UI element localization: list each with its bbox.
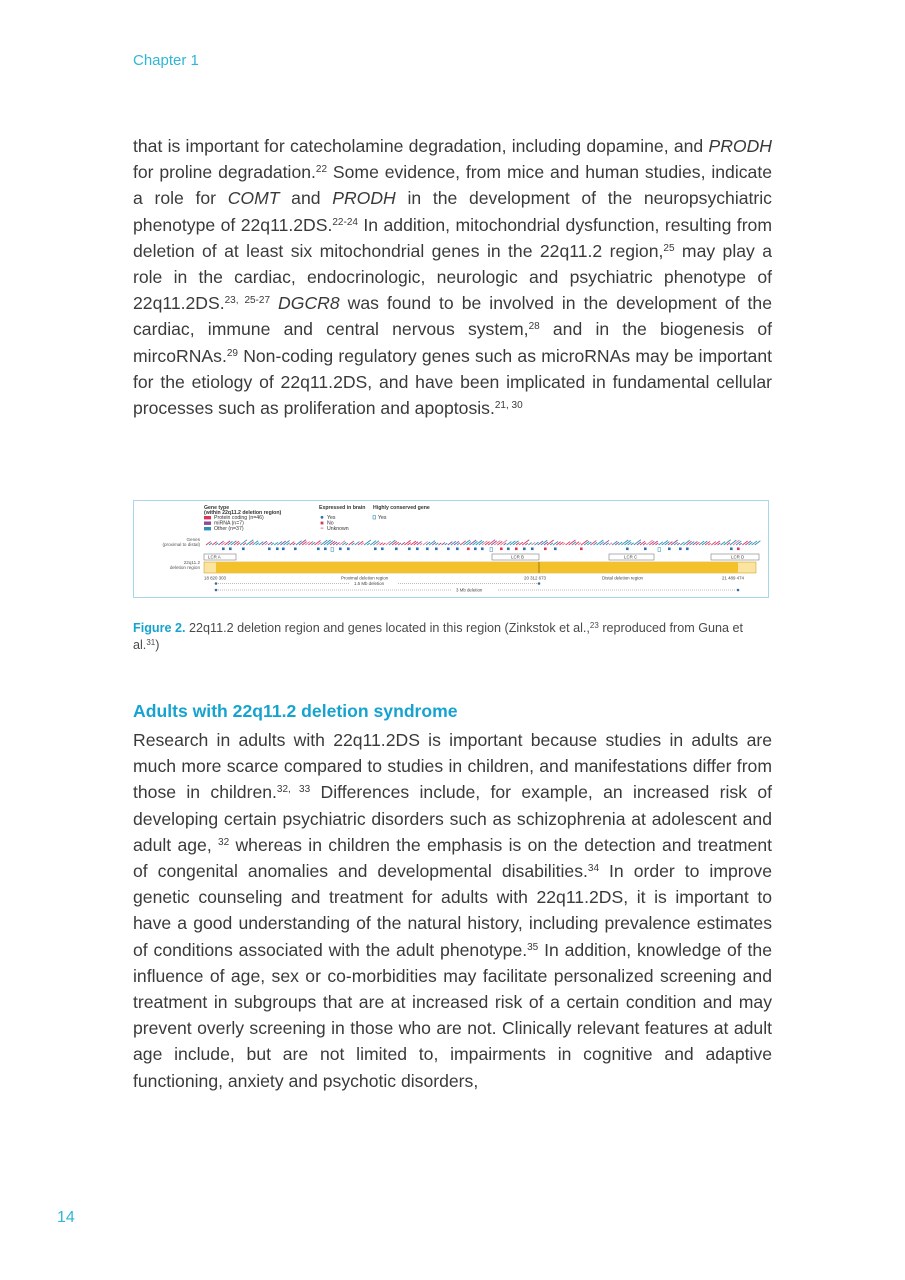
caption-text-3: ) xyxy=(155,638,160,652)
row-label-deletion-sub: deletion region xyxy=(169,565,200,570)
text-run: and xyxy=(279,188,333,209)
gene-label-stroke xyxy=(389,540,395,545)
gene-label-stroke xyxy=(361,543,364,545)
text-run: whereas in children the emphasis is on the detection and treatment of congenital anomalies and developmental disabilities. xyxy=(133,834,772,882)
gene-marker xyxy=(730,548,733,551)
citation-ref: 29 xyxy=(226,347,238,359)
text-run: In addition, knowledge of the influence of age, sex or co-morbidities may facilitate personalized screening and treatment in subgroups that are at increased risk of a certain condition and may prevent overly screening in those who are not. Clinically relevant features at adult age include, but are not limited to, impairments in cognitive and adaptive functioning, anxiety and psychotic disorders, xyxy=(133,939,772,1091)
gene-label-stroke xyxy=(271,543,274,545)
gene-marker xyxy=(515,548,518,551)
gene-marker xyxy=(447,548,450,551)
deletion-3mb-label: 3 Mb deletion xyxy=(456,587,483,593)
gene-label-stroke xyxy=(501,540,508,545)
gene-label-stroke xyxy=(646,540,652,545)
gene-marker xyxy=(331,548,334,552)
gene-marker xyxy=(242,548,245,551)
gene-marker xyxy=(481,548,484,551)
body-paragraph-2 xyxy=(133,727,772,1094)
gene-marker xyxy=(658,548,661,552)
gene-label-stroke xyxy=(677,543,680,545)
gene-label-stroke xyxy=(367,543,370,545)
gene-label-stroke xyxy=(370,541,376,545)
gene-label-stroke xyxy=(315,541,321,545)
gene-label-stroke xyxy=(439,543,442,545)
text-run: Some evidence, from mice and human studies, indicate a role for xyxy=(133,162,772,209)
gene-label-stroke xyxy=(364,540,371,545)
legend-dot-expressed-unknown xyxy=(321,527,324,529)
gene-marker xyxy=(294,548,297,551)
gene-label-stroke xyxy=(284,540,290,545)
gene-label-stroke xyxy=(581,540,587,545)
gene-marker xyxy=(737,548,740,551)
gene-marker xyxy=(490,548,493,552)
text-run: that is important for catecholamine degradation, including dopamine, and xyxy=(133,136,709,156)
deletion-3mb-start xyxy=(215,589,218,592)
gene-name: COMT xyxy=(227,188,280,209)
legend-label-conserved-yes: Yes xyxy=(378,515,387,522)
lcr-d-label: LCR D xyxy=(731,554,745,560)
gene-label-stroke xyxy=(265,543,268,545)
gene-marker xyxy=(544,548,547,551)
gene-marker xyxy=(282,548,285,551)
citation-ref: 35 xyxy=(527,941,539,953)
gene-label-stroke xyxy=(237,543,240,545)
gene-label-stroke xyxy=(460,541,466,545)
gene-label-stroke xyxy=(718,543,721,545)
text-run: for proline degradation. xyxy=(133,162,316,183)
gene-marker xyxy=(474,548,477,551)
gene-name-labels xyxy=(206,540,760,545)
gene-label-stroke xyxy=(733,540,739,545)
body-paragraph-1 xyxy=(133,133,772,421)
gene-marker xyxy=(679,548,682,551)
citation-ref: 28 xyxy=(528,321,540,333)
row-label-genes: Genes xyxy=(186,537,200,542)
lcr-a-label: LCR A xyxy=(208,554,221,560)
distal-region-label: Distal deletion region xyxy=(602,575,644,581)
legend-dot-expressed-yes xyxy=(321,516,324,519)
gene-label-stroke xyxy=(504,543,507,545)
legend-dot-expressed-no xyxy=(321,522,324,525)
gene-marker xyxy=(644,548,647,551)
gene-label-stroke xyxy=(442,543,445,545)
gene-marker xyxy=(229,548,232,551)
text-run: In order to improve genetic counseling and treatment for adults with 22q11.2DS, it is important to have a good understanding of the natural history, including prevalence estimates of conditions associated with the adult phenotype. xyxy=(133,861,772,960)
gene-marker xyxy=(381,548,384,551)
legend-label-expressed-unknown: Unknown xyxy=(327,526,349,533)
legend-label-mirna: miRNA (n=7) xyxy=(214,520,244,527)
gene-label-stroke xyxy=(398,543,401,545)
gene-label-stroke xyxy=(730,540,736,545)
gene-marker xyxy=(686,548,689,551)
gene-label-stroke xyxy=(547,540,554,545)
citation-ref: 25 xyxy=(663,242,675,254)
gene-label-stroke xyxy=(256,543,259,545)
figure-caption xyxy=(133,620,772,654)
gene-marker xyxy=(580,548,583,551)
gene-label-stroke xyxy=(683,540,689,545)
gene-label-stroke xyxy=(625,540,631,545)
gene-expression-markers xyxy=(222,548,740,552)
legend-label-other: Other (n=37) xyxy=(214,526,244,533)
caption-ref-2: 31 xyxy=(146,638,156,647)
gene-marker xyxy=(531,548,534,551)
gene-label-stroke xyxy=(510,541,516,545)
gene-label-stroke xyxy=(578,543,581,545)
citation-ref: 22 xyxy=(315,164,328,176)
gene-marker xyxy=(554,548,557,551)
gene-marker xyxy=(222,548,225,551)
gene-label-stroke xyxy=(470,540,477,545)
gene-label-stroke xyxy=(525,543,528,545)
gene-marker xyxy=(339,548,342,551)
gene-label-stroke xyxy=(606,543,609,545)
gene-marker xyxy=(426,548,429,551)
section-heading: Adults with 22q11.2 deletion syndrome xyxy=(133,701,458,721)
figure-2-diagram xyxy=(133,500,769,598)
text-run: in the development of the neuropsychiatric phenotype of 22q11.2DS. xyxy=(133,188,772,235)
gene-label-stroke xyxy=(739,543,741,545)
coordinate-mid: 20 312 673 xyxy=(524,575,546,581)
text-run: Non-coding regulatory genes such as microRNAs may be important for the etiology of 22q11.2DS, and have been implicated in fundamental cellular processes such as proliferation and apoptosis. xyxy=(133,345,772,419)
citation-ref: 34 xyxy=(587,863,600,875)
caption-ref-1: 23 xyxy=(589,621,599,630)
gene-label-stroke xyxy=(541,540,547,545)
deletion-1-5mb-end xyxy=(538,582,541,585)
gene-label-stroke xyxy=(563,543,566,545)
deletion-1-5mb-label: 1.5 Mb deletion xyxy=(354,581,385,586)
gene-label-stroke xyxy=(662,540,668,545)
gene-label-stroke xyxy=(293,543,296,545)
gene-label-stroke xyxy=(590,541,596,545)
legend-gene-type-subtitle: (within 22q11.2 deletion region) xyxy=(204,510,282,516)
citation-ref: 32, 33 xyxy=(276,784,311,796)
gene-label-stroke xyxy=(476,540,482,545)
legend-swatch-other xyxy=(204,527,211,530)
gene-label-stroke xyxy=(327,541,333,545)
legend-swatch-protein-coding xyxy=(204,516,211,519)
legend-expressed-title: Expressed in brain xyxy=(319,505,366,511)
gene-label-stroke xyxy=(380,543,383,545)
gene-label-stroke xyxy=(420,543,422,545)
gene-label-stroke xyxy=(727,543,730,545)
legend-label-expressed-no: No xyxy=(327,520,334,527)
gene-marker xyxy=(668,548,671,551)
gene-label-stroke xyxy=(346,543,348,545)
caption-text-2: reproduced from Guna et al. xyxy=(133,621,744,652)
coordinate-start: 18 820 303 xyxy=(204,575,226,581)
text-run: In addition, mitochondrial dysfunction, resulting from deletion of at least six mitochondrial genes in the 22q11.2 region, xyxy=(133,214,772,261)
legend-conserved-title: Highly conserved gene xyxy=(373,505,430,511)
gene-label-stroke xyxy=(215,543,218,545)
text-run: and in the biogenesis of mircoRNAs. xyxy=(133,319,772,366)
gene-label-stroke xyxy=(435,543,438,545)
gene-label-stroke xyxy=(209,543,212,545)
gene-name: PRODH xyxy=(332,188,396,209)
gene-label-stroke xyxy=(603,540,609,545)
gene-label-stroke xyxy=(373,541,379,545)
gene-label-stroke xyxy=(491,541,497,545)
citation-ref: 22-24 xyxy=(332,216,358,228)
caption-text-1: 22q11.2 deletion region and genes located in this region (Zinkstok et al., xyxy=(185,621,590,635)
gene-label-stroke xyxy=(321,540,328,545)
legend-swatch-mirna xyxy=(204,522,211,525)
proximal-region-label: Proximal deletion region xyxy=(341,575,389,581)
gene-label-stroke xyxy=(404,540,410,545)
page-number: 14 xyxy=(57,1209,75,1226)
citation-ref: 21, 30 xyxy=(494,400,523,412)
legend-label-protein-coding: Protein coding (n=46) xyxy=(214,515,264,522)
gene-label-stroke xyxy=(528,543,531,545)
gene-label-stroke xyxy=(429,541,435,545)
gene-label-stroke xyxy=(597,540,604,545)
gene-label-stroke xyxy=(656,543,659,545)
citation-ref: 32 xyxy=(218,836,230,848)
gene-marker xyxy=(467,548,470,551)
gene-marker xyxy=(317,548,320,551)
gene-label-stroke xyxy=(550,543,553,545)
gene-label-stroke xyxy=(243,543,246,545)
gene-label-stroke xyxy=(708,543,710,545)
gene-marker xyxy=(456,548,459,551)
legend-label-expressed-yes: Yes xyxy=(327,515,336,522)
gene-label-stroke xyxy=(643,543,646,545)
gene-marker xyxy=(408,548,411,551)
text-run: Differences include, for example, an increased risk of developing certain psychiatric disorders such as schizophrenia at adolescent and adult age, xyxy=(133,782,772,855)
gene-marker xyxy=(435,548,438,551)
row-label-genes-sub: (proximal to distal) xyxy=(162,542,200,547)
gene-label-stroke xyxy=(494,540,500,545)
lcr-c-label: LCR C xyxy=(624,554,638,560)
gene-marker xyxy=(276,548,279,551)
gene-marker xyxy=(416,548,419,551)
legend-conserved-icon xyxy=(373,516,376,519)
text-run xyxy=(270,293,278,313)
gene-marker xyxy=(268,548,271,551)
gene-label-stroke xyxy=(408,543,411,545)
gene-label-stroke xyxy=(253,541,259,545)
deletion-3mb-end xyxy=(737,589,740,592)
figure-label: Figure 2. xyxy=(133,621,186,635)
gene-label-stroke xyxy=(445,543,448,545)
text-run: was found to be involved in the development of the cardiac, immune and central nervous system, xyxy=(133,293,772,340)
deletion-region-bar xyxy=(216,562,738,573)
deletion-region-diagram xyxy=(134,501,768,597)
running-head: Chapter 1 xyxy=(133,52,199,69)
gene-marker xyxy=(507,548,510,551)
gene-label-stroke xyxy=(457,543,460,545)
gene-label-stroke xyxy=(352,543,355,545)
gene-label-stroke xyxy=(231,541,237,545)
text-run: Research in adults with 22q11.2DS is important because studies in adults are much more scarce compared to studies in children, and manifestations differ from those in children. xyxy=(133,730,772,803)
gene-marker xyxy=(395,548,398,551)
gene-label-stroke xyxy=(225,541,231,545)
gene-label-stroke xyxy=(513,541,519,545)
gene-label-stroke xyxy=(383,543,386,545)
gene-label-stroke xyxy=(296,541,302,545)
gene-marker xyxy=(523,548,526,551)
deletion-1-5mb-start xyxy=(215,582,218,585)
gene-marker xyxy=(347,548,350,551)
row-label-deletion: 22q11.2 xyxy=(183,560,200,565)
citation-ref: 23, 25-27 xyxy=(224,295,271,307)
gene-marker xyxy=(374,548,377,551)
gene-marker xyxy=(324,548,327,551)
lcr-b-label: LCR B xyxy=(511,554,524,560)
gene-label-stroke xyxy=(755,541,761,545)
gene-label-stroke xyxy=(609,543,612,545)
gene-label-stroke xyxy=(671,540,678,545)
legend-gene-type-title: Gene type xyxy=(204,505,230,511)
gene-label-stroke xyxy=(287,543,290,545)
text-run: may play a role in the cardiac, endocrinologic, neurologic and psychiatric phenotype of 22q11.2DS. xyxy=(133,240,772,314)
gene-marker xyxy=(626,548,629,551)
coordinate-end: 21 489 474 xyxy=(722,575,744,581)
gene-name: PRODH xyxy=(708,136,772,156)
gene-name: DGCR8 xyxy=(278,293,340,314)
gene-marker xyxy=(500,548,503,551)
gene-label-stroke xyxy=(339,541,345,545)
gene-label-stroke xyxy=(631,543,634,545)
